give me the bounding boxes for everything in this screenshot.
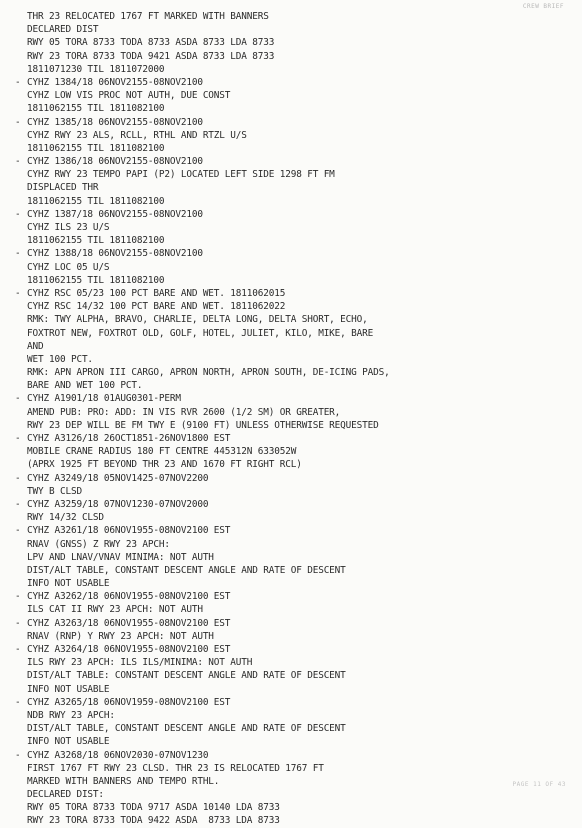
list-bullet: - — [15, 287, 21, 299]
notam-text-line — [0, 485, 582, 498]
line-text: DECLARED DIST: — [27, 789, 104, 801]
notam-header-line — [0, 472, 582, 485]
notam-text-line — [0, 89, 582, 102]
page-footer: PAGE 11 OF 43 — [512, 781, 566, 788]
list-bullet: - — [15, 644, 21, 655]
line-text: CYHZ 1387/18 06NOV2155-08NOV2100 — [27, 208, 203, 220]
notam-header-line — [0, 617, 582, 630]
notam-text-line — [0, 366, 582, 379]
line-text: WET 100 PCT. — [27, 353, 93, 365]
notam-text-line — [0, 234, 582, 247]
notam-text-line — [0, 656, 582, 669]
notam-text-line — [0, 181, 582, 194]
notam-text-line — [0, 353, 582, 366]
notam-text-line — [0, 577, 582, 590]
line-text: RNAV (GNSS) Z RWY 23 APCH: — [27, 538, 170, 550]
notam-text-line — [0, 274, 582, 287]
notam-text-line — [0, 261, 582, 274]
notam-text-line — [0, 762, 582, 775]
line-text: CYHZ RWY 23 TEMPO PAPI (P2) LOCATED LEFT SIDE 1298 FT FM — [27, 169, 335, 181]
notam-text-line — [0, 168, 582, 181]
line-text: ILS RWY 23 APCH: ILS ILS/MINIMA: NOT AUTH — [27, 657, 253, 669]
line-text: DISPLACED THR — [27, 182, 99, 194]
line-text: RMK: APN APRON III CARGO, APRON NORTH, APRON SOUTH, DE-ICING PADS, — [27, 367, 390, 379]
line-text: RWY 23 DEP WILL BE FM TWY E (9100 FT) UNLESS OTHERWISE REQUESTED — [27, 419, 379, 431]
notam-text-line — [0, 327, 582, 340]
notam-text-line — [0, 129, 582, 142]
list-bullet: - — [15, 749, 21, 761]
notam-header-line — [0, 392, 582, 405]
notam-header-line — [0, 432, 582, 445]
line-text: CYHZ RWY 23 ALS, RCLL, RTHL AND RTZL U/S — [27, 129, 247, 141]
line-text: FOXTROT NEW, FOXTROT OLD, GOLF, HOTEL, JULIET, KILO, MIKE, BARE — [27, 327, 374, 339]
notam-text-line — [0, 603, 582, 616]
line-text: INFO NOT USABLE — [27, 683, 110, 695]
line-text: CYHZ A3265/18 06NOV1959-08NOV2100 EST — [27, 696, 231, 708]
notam-text-line — [0, 445, 582, 458]
line-text: CYHZ A3264/18 06NOV1955-08NOV2100 EST — [27, 644, 231, 655]
notam-text-line — [0, 63, 582, 76]
line-text: INFO NOT USABLE — [27, 578, 110, 590]
line-text: LPV AND LNAV/VNAV MINIMA: NOT AUTH — [27, 551, 214, 563]
line-text: CYHZ 1385/18 06NOV2155-08NOV2100 — [27, 116, 203, 128]
line-text: CYHZ A3249/18 05NOV1425-07NOV2200 — [27, 472, 209, 484]
notam-text-line — [0, 313, 582, 326]
notam-header-line — [0, 247, 582, 260]
line-text: ILS CAT II RWY 23 APCH: NOT AUTH — [27, 604, 203, 616]
line-text: CYHZ RSC 05/23 100 PCT BARE AND WET. 1811062015 — [27, 287, 286, 299]
line-text: CYHZ A3261/18 06NOV1955-08NOV2100 EST — [27, 525, 231, 537]
line-text: CYHZ A3262/18 06NOV1955-08NOV2100 EST — [27, 591, 231, 603]
line-text: BARE AND WET 100 PCT. — [27, 380, 143, 392]
notam-header-line — [0, 116, 582, 129]
notam-header-line — [0, 749, 582, 762]
list-bullet: - — [15, 248, 21, 260]
notam-text-line — [0, 669, 582, 682]
line-text: 1811071230 TIL 1811072000 — [27, 63, 165, 75]
notam-text-line — [0, 538, 582, 551]
notam-text-line — [0, 564, 582, 577]
list-bullet: - — [15, 393, 21, 405]
line-text: 1811062155 TIL 1811082100 — [27, 274, 165, 286]
notam-text-line — [0, 735, 582, 748]
notam-header-line — [0, 76, 582, 89]
line-text: RMK: TWY ALPHA, BRAVO, CHARLIE, DELTA LONG, DELTA SHORT, ECHO, — [27, 314, 368, 326]
notam-text-line — [0, 722, 582, 735]
line-text: CYHZ A3263/18 06NOV1955-08NOV2100 EST — [27, 617, 231, 629]
notam-text-line — [0, 142, 582, 155]
notam-header-line — [0, 643, 582, 656]
notam-text-line — [0, 50, 582, 63]
list-bullet: - — [15, 617, 21, 629]
line-text: INFO NOT USABLE — [27, 736, 110, 748]
line-text: AND — [27, 340, 44, 352]
list-bullet: - — [15, 156, 21, 168]
notam-text-line — [0, 683, 582, 696]
notam-text-line — [0, 511, 582, 524]
line-text: 1811062155 TIL 1811082100 — [27, 103, 165, 115]
line-text: 1811062155 TIL 1811082100 — [27, 235, 165, 247]
line-text: CYHZ A3259/18 07NOV1230-07NOV2000 — [27, 498, 209, 510]
notam-text-line — [0, 221, 582, 234]
list-bullet: - — [15, 696, 21, 708]
line-text: (APRX 1925 FT BEYOND THR 23 AND 1670 FT RIGHT RCL) — [27, 459, 302, 471]
page-header: CREW BRIEF — [522, 3, 564, 10]
line-text: CYHZ A1901/18 01AUG0301-PERM — [27, 393, 181, 405]
line-text: CYHZ LOC 05 U/S — [27, 261, 110, 273]
notam-text-line — [0, 340, 582, 353]
line-text: CYHZ 1388/18 06NOV2155-08NOV2100 — [27, 248, 203, 260]
line-text: RWY 23 TORA 8733 TODA 9422 ASDA 8733 LDA 8733 — [27, 815, 280, 827]
line-text: CYHZ 1384/18 06NOV2155-08NOV2100 — [27, 76, 203, 88]
list-bullet: - — [15, 116, 21, 128]
notam-text-line — [0, 300, 582, 313]
line-text: CYHZ A3268/18 06NOV2030-07NOV1230 — [27, 749, 209, 761]
notam-text-line — [0, 195, 582, 208]
notam-text-line — [0, 419, 582, 432]
line-text: CYHZ LOW VIS PROC NOT AUTH, DUE CONST — [27, 90, 231, 102]
notam-header-line — [0, 155, 582, 168]
list-bullet: - — [15, 472, 21, 484]
line-text: FIRST 1767 FT RWY 23 CLSD. THR 23 IS RELOCATED 1767 FT — [27, 762, 324, 774]
notam-text-line — [0, 551, 582, 564]
notam-text-line — [0, 775, 582, 788]
list-bullet: - — [15, 433, 21, 444]
notam-header-line — [0, 498, 582, 511]
notam-text-line — [0, 23, 582, 36]
notam-header-line — [0, 287, 582, 300]
list-bullet: - — [15, 525, 21, 537]
line-text: RWY 14/32 CLSD — [27, 512, 104, 524]
line-text: NDB RWY 23 APCH: — [27, 709, 115, 721]
notam-text-line — [0, 102, 582, 115]
line-text: RNAV (RNP) Y RWY 23 APCH: NOT AUTH — [27, 630, 214, 642]
notam-header-line — [0, 524, 582, 537]
list-bullet: - — [15, 591, 21, 603]
line-text: DECLARED DIST — [27, 24, 99, 36]
line-text: MARKED WITH BANNERS AND TEMPO RTHL. — [27, 775, 220, 787]
line-text: CYHZ RSC 14/32 100 PCT BARE AND WET. 1811062022 — [27, 301, 286, 313]
notam-document — [0, 10, 582, 828]
notam-text-line — [0, 801, 582, 814]
notam-text-line — [0, 630, 582, 643]
line-text: DIST/ALT TABLE, CONSTANT DESCENT ANGLE AND RATE OF DESCENT — [27, 564, 346, 576]
notam-text-line — [0, 709, 582, 722]
line-text: DIST/ALT TABLE, CONSTANT DESCENT ANGLE AND RATE OF DESCENT — [27, 723, 346, 735]
notam-text-line — [0, 36, 582, 49]
line-text: 1811062155 TIL 1811082100 — [27, 195, 165, 207]
notam-text-line — [0, 379, 582, 392]
list-bullet: - — [15, 208, 21, 220]
line-text: CYHZ 1386/18 06NOV2155-08NOV2100 — [27, 156, 203, 168]
line-text: RWY 05 TORA 8733 TODA 9717 ASDA 10140 LDA 8733 — [27, 802, 280, 814]
line-text: AMEND PUB: PRO: ADD: IN VIS RVR 2600 (1/2 SM) OR GREATER, — [27, 406, 341, 418]
list-bullet: - — [15, 76, 21, 88]
line-text: RWY 05 TORA 8733 TODA 8733 ASDA 8733 LDA 8733 — [27, 37, 275, 49]
notam-text-line — [0, 406, 582, 419]
line-text: 1811062155 TIL 1811082100 — [27, 142, 165, 154]
notam-text-line — [0, 788, 582, 801]
line-text: CYHZ A3126/18 26OCT1851-26NOV1800 EST — [27, 433, 231, 444]
line-text: TWY B CLSD — [27, 485, 82, 497]
notam-header-line — [0, 208, 582, 221]
line-text: CYHZ ILS 23 U/S — [27, 222, 110, 233]
notam-text-line — [0, 10, 582, 23]
line-text: RWY 23 TORA 8733 TODA 9421 ASDA 8733 LDA 8733 — [27, 50, 275, 62]
notam-text-line — [0, 458, 582, 471]
notam-header-line — [0, 590, 582, 603]
line-text: MOBILE CRANE RADIUS 180 FT CENTRE 445312N 633052W — [27, 446, 297, 458]
list-bullet: - — [15, 498, 21, 510]
line-text: DIST/ALT TABLE: CONSTANT DESCENT ANGLE AND RATE OF DESCENT — [27, 670, 346, 682]
line-text: THR 23 RELOCATED 1767 FT MARKED WITH BANNERS — [27, 11, 269, 22]
notam-text-line — [0, 814, 582, 827]
notam-header-line — [0, 696, 582, 709]
